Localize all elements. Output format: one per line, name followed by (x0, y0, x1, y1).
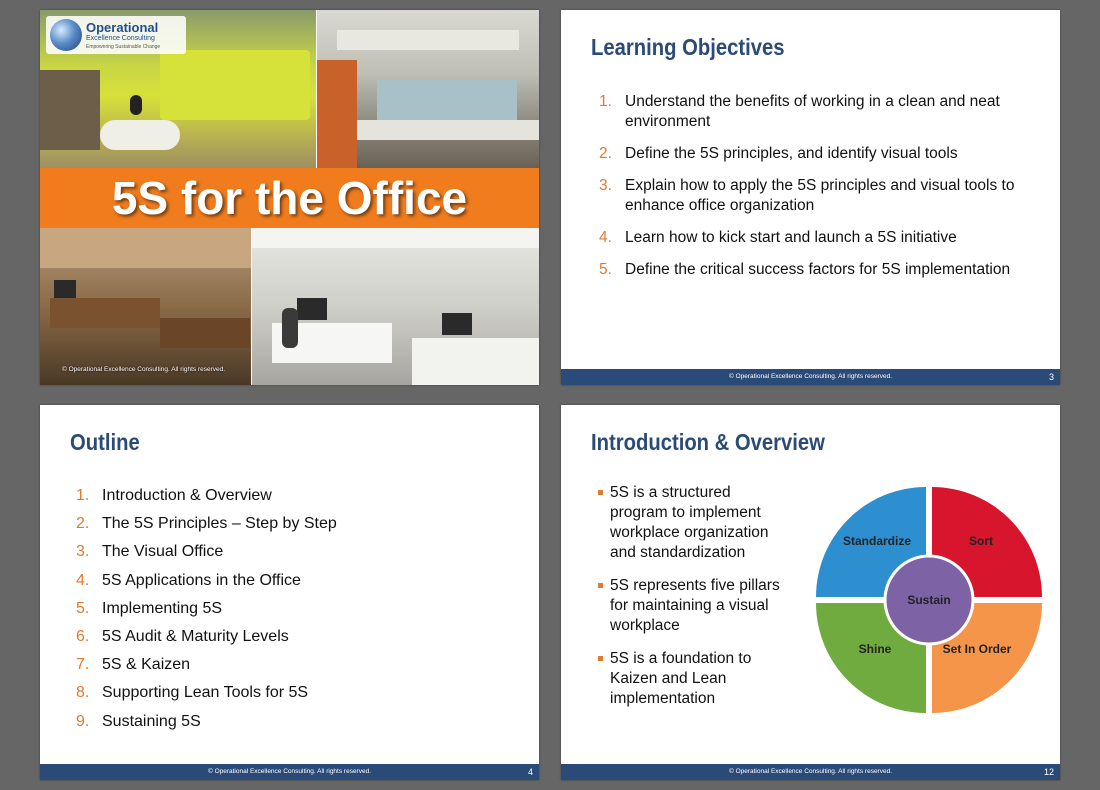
office-photo-bottom-right (252, 228, 539, 385)
list-number: 6. (76, 627, 90, 645)
bullet-item: 5S represents five pillars for maintaining a visual workplace (610, 576, 790, 636)
slide-title: Introduction & Overview (591, 429, 825, 455)
list-text: Supporting Lean Tools for 5S (102, 684, 309, 702)
slide-title: Outline (70, 429, 140, 455)
list-text: The 5S Principles – Step by Step (102, 515, 337, 533)
list-item (599, 228, 1035, 248)
footer-copyright: © Operational Excellence Consulting. All rights reserved. (207, 768, 372, 775)
list-item (76, 683, 522, 703)
list-item (76, 514, 522, 534)
list-number: 5. (76, 599, 90, 617)
list-text: Sustaining 5S (102, 712, 201, 730)
bullet-square-icon (598, 656, 603, 661)
slide-footer (561, 369, 1060, 385)
list-number: 2. (599, 145, 612, 162)
list-item (599, 260, 1035, 280)
list-number: 7. (76, 656, 90, 674)
page-number: 3 (1048, 372, 1054, 382)
outline-list (76, 486, 522, 740)
label-standardize: Standardize (842, 534, 912, 548)
slide-title[interactable] (40, 10, 539, 385)
list-number: 5. (599, 261, 612, 278)
list-item (599, 176, 1035, 216)
list-item (76, 599, 522, 619)
list-item (76, 486, 522, 506)
objectives-list (599, 92, 1035, 292)
logo-tagline: Empowering Sustainable Change (86, 44, 161, 50)
label-sustain: Sustain (907, 593, 951, 607)
list-item (76, 712, 522, 732)
list-item (76, 542, 522, 562)
list-number: 8. (76, 684, 90, 702)
5s-diagram (814, 485, 1044, 715)
overview-bullets (610, 483, 790, 722)
office-photo-top-right (317, 10, 539, 168)
slide-footer (40, 764, 539, 780)
slide-introduction-overview[interactable] (561, 405, 1060, 780)
list-item (599, 92, 1035, 132)
bullet-item: 5S is a structured program to implement workplace organization and standardization (610, 483, 790, 563)
list-text: Learn how to kick start and launch a 5S initiative (625, 229, 957, 246)
logo-subtitle: Excellence Consulting (86, 35, 155, 42)
list-item (76, 627, 522, 647)
list-item (76, 571, 522, 591)
company-logo (46, 16, 186, 54)
list-text: Define the critical success factors for 5S implementation (625, 261, 1011, 278)
slide-footer (561, 764, 1060, 780)
list-number: 4. (76, 571, 90, 589)
list-number: 4. (599, 229, 612, 246)
list-number: 3. (76, 543, 90, 561)
footer-copyright: © Operational Excellence Consulting. All rights reserved. (728, 373, 893, 380)
list-number: 9. (76, 712, 90, 730)
list-text: 5S & Kaizen (102, 656, 191, 674)
bullet-square-icon (598, 583, 603, 588)
list-number: 2. (76, 515, 90, 533)
list-text: 5S Audit & Maturity Levels (102, 627, 289, 645)
logo-name: Operational (86, 20, 159, 35)
page-number: 4 (527, 767, 533, 777)
slide-outline[interactable] (40, 405, 539, 780)
label-shine: Shine (858, 642, 892, 656)
list-text: Explain how to apply the 5S principles and visual tools to enhance office organization (625, 177, 1015, 214)
list-text: 5S Applications in the Office (102, 571, 301, 589)
slide-title: Learning Objectives (591, 34, 785, 60)
list-text: Define the 5S principles, and identify visual tools (625, 145, 958, 162)
globe-icon (50, 19, 82, 51)
label-set-in-order: Set In Order (942, 642, 1012, 656)
bullet-square-icon (598, 490, 603, 495)
slide-learning-objectives[interactable] (561, 10, 1060, 385)
footer-copyright: © Operational Excellence Consulting. All rights reserved. (728, 768, 893, 775)
page-number: 12 (1043, 767, 1054, 777)
list-text: Implementing 5S (102, 599, 223, 617)
list-item (76, 655, 522, 675)
list-item (599, 144, 1035, 164)
copyright: © Operational Excellence Consulting. All rights reserved. (62, 366, 226, 373)
list-text: The Visual Office (102, 543, 224, 561)
list-number: 3. (599, 177, 612, 194)
list-number: 1. (76, 487, 90, 504)
list-text: Introduction & Overview (102, 487, 272, 504)
list-number: 1. (599, 93, 612, 110)
presentation-title: 5S for the Office (111, 172, 468, 224)
label-sort: Sort (969, 534, 993, 548)
list-text: Understand the benefits of working in a clean and neat environment (625, 93, 1000, 130)
bullet-item: 5S is a foundation to Kaizen and Lean implementation (610, 649, 790, 709)
office-photo-bottom-left (40, 228, 251, 385)
